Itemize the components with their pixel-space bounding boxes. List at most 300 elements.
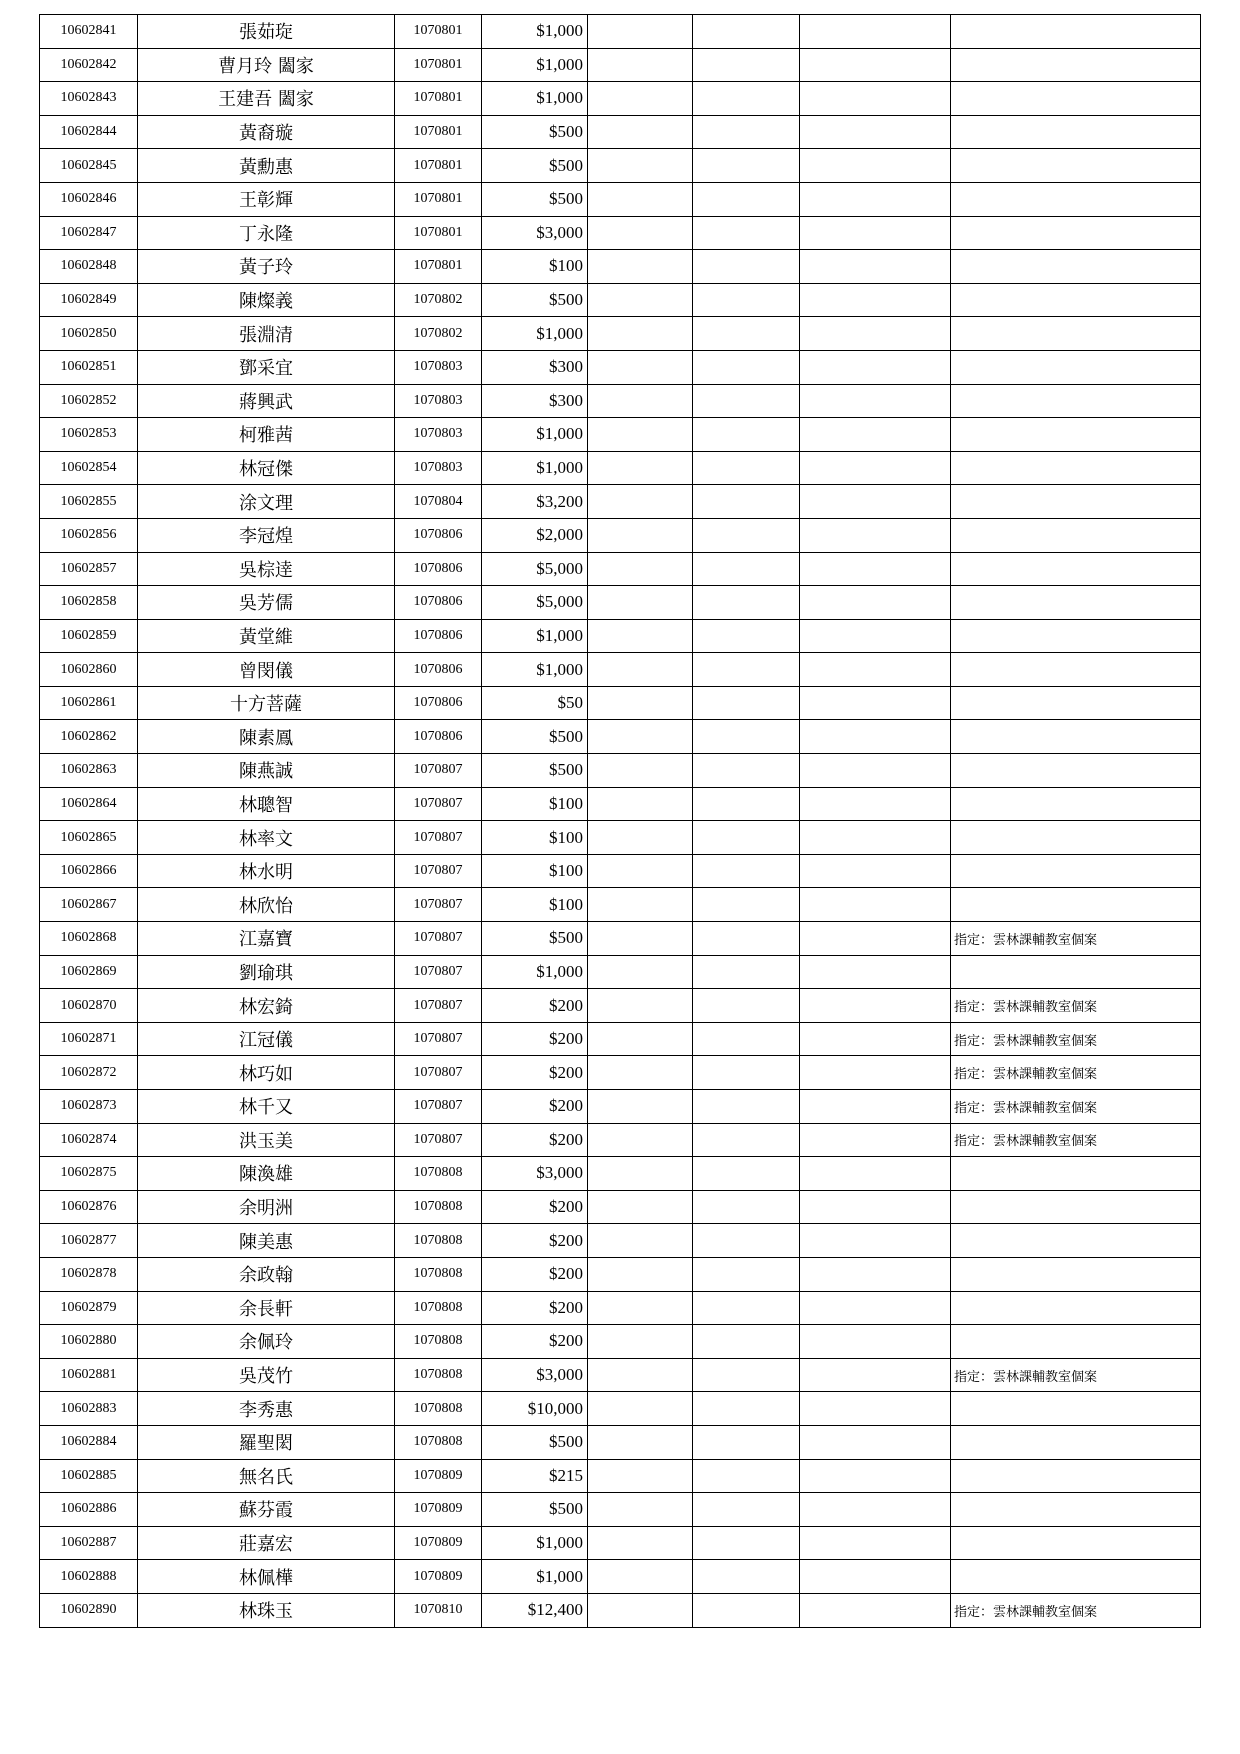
- blank-cell: [800, 418, 951, 452]
- donor-name-cell: 十方菩薩: [138, 686, 395, 720]
- note-cell: [951, 518, 1201, 552]
- receipt-number-cell: 10602859: [40, 619, 138, 653]
- receipt-number-cell: 10602849: [40, 283, 138, 317]
- amount-cell: $200: [482, 1056, 588, 1090]
- blank-cell: [800, 1157, 951, 1191]
- blank-cell: [693, 48, 800, 82]
- donation-date-cell: 1070803: [395, 350, 482, 384]
- amount-cell: $300: [482, 384, 588, 418]
- note-cell: [951, 686, 1201, 720]
- blank-cell: [693, 888, 800, 922]
- receipt-number-cell: 10602874: [40, 1123, 138, 1157]
- amount-cell: $200: [482, 1022, 588, 1056]
- donor-name-cell: 鄧采宜: [138, 350, 395, 384]
- amount-cell: $2,000: [482, 518, 588, 552]
- note-cell: 指定：雲林課輔教室個案: [951, 1090, 1201, 1124]
- receipt-number-cell: 10602851: [40, 350, 138, 384]
- blank-cell: [800, 754, 951, 788]
- table-row: [40, 518, 1201, 552]
- blank-cell: [800, 1123, 951, 1157]
- blank-cell: [588, 115, 693, 149]
- donor-name-cell: 林千又: [138, 1090, 395, 1124]
- blank-cell: [588, 1358, 693, 1392]
- amount-cell: $3,000: [482, 216, 588, 250]
- blank-cell: [693, 1425, 800, 1459]
- blank-cell: [693, 552, 800, 586]
- blank-cell: [588, 552, 693, 586]
- receipt-number-cell: 10602886: [40, 1493, 138, 1527]
- amount-cell: $200: [482, 1325, 588, 1359]
- table-row: [40, 955, 1201, 989]
- blank-cell: [800, 955, 951, 989]
- donation-date-cell: 1070801: [395, 250, 482, 284]
- table-row: [40, 149, 1201, 183]
- donor-name-cell: 劉瑜琪: [138, 955, 395, 989]
- donation-date-cell: 1070807: [395, 1123, 482, 1157]
- donor-name-cell: 李冠煌: [138, 518, 395, 552]
- blank-cell: [800, 854, 951, 888]
- note-cell: 指定：雲林課輔教室個案: [951, 1022, 1201, 1056]
- note-cell: [951, 955, 1201, 989]
- donor-name-cell: 吳茂竹: [138, 1358, 395, 1392]
- blank-cell: [800, 821, 951, 855]
- blank-cell: [693, 1291, 800, 1325]
- note-cell: 指定：雲林課輔教室個案: [951, 1593, 1201, 1627]
- blank-cell: [800, 250, 951, 284]
- blank-cell: [800, 1291, 951, 1325]
- blank-cell: [800, 350, 951, 384]
- blank-cell: [588, 1190, 693, 1224]
- table-row: [40, 1022, 1201, 1056]
- amount-cell: $3,000: [482, 1157, 588, 1191]
- donation-date-cell: 1070801: [395, 182, 482, 216]
- amount-cell: $12,400: [482, 1593, 588, 1627]
- blank-cell: [588, 1593, 693, 1627]
- note-cell: [951, 418, 1201, 452]
- note-cell: [951, 1425, 1201, 1459]
- donor-name-cell: 無名氏: [138, 1459, 395, 1493]
- table-row: [40, 1493, 1201, 1527]
- note-cell: [951, 1157, 1201, 1191]
- note-cell: 指定：雲林課輔教室個案: [951, 1358, 1201, 1392]
- blank-cell: [800, 1190, 951, 1224]
- amount-cell: $10,000: [482, 1392, 588, 1426]
- blank-cell: [588, 955, 693, 989]
- blank-cell: [588, 82, 693, 116]
- note-cell: [951, 653, 1201, 687]
- amount-cell: $200: [482, 989, 588, 1023]
- donor-name-cell: 陳燕誠: [138, 754, 395, 788]
- amount-cell: $100: [482, 854, 588, 888]
- blank-cell: [588, 686, 693, 720]
- amount-cell: $500: [482, 720, 588, 754]
- donor-name-cell: 余明洲: [138, 1190, 395, 1224]
- note-cell: [951, 82, 1201, 116]
- receipt-number-cell: 10602855: [40, 485, 138, 519]
- donation-date-cell: 1070806: [395, 653, 482, 687]
- donor-name-cell: 張淵清: [138, 317, 395, 351]
- donation-date-cell: 1070807: [395, 854, 482, 888]
- receipt-number-cell: 10602878: [40, 1257, 138, 1291]
- blank-cell: [800, 1493, 951, 1527]
- table-row: [40, 82, 1201, 116]
- blank-cell: [588, 418, 693, 452]
- note-cell: [951, 250, 1201, 284]
- donation-date-cell: 1070807: [395, 989, 482, 1023]
- blank-cell: [693, 418, 800, 452]
- receipt-number-cell: 10602868: [40, 922, 138, 956]
- blank-cell: [693, 1560, 800, 1594]
- receipt-number-cell: 10602879: [40, 1291, 138, 1325]
- note-cell: [951, 15, 1201, 49]
- blank-cell: [800, 1325, 951, 1359]
- note-cell: [951, 149, 1201, 183]
- donor-name-cell: 林宏錡: [138, 989, 395, 1023]
- blank-cell: [693, 821, 800, 855]
- blank-cell: [800, 485, 951, 519]
- donation-date-cell: 1070802: [395, 283, 482, 317]
- table-row: [40, 821, 1201, 855]
- receipt-number-cell: 10602885: [40, 1459, 138, 1493]
- blank-cell: [588, 216, 693, 250]
- table-row: [40, 552, 1201, 586]
- blank-cell: [588, 1560, 693, 1594]
- blank-cell: [800, 720, 951, 754]
- blank-cell: [588, 250, 693, 284]
- donor-name-cell: 吳芳儒: [138, 586, 395, 620]
- blank-cell: [800, 686, 951, 720]
- table-row: [40, 418, 1201, 452]
- blank-cell: [693, 451, 800, 485]
- blank-cell: [693, 1526, 800, 1560]
- blank-cell: [588, 619, 693, 653]
- note-cell: [951, 485, 1201, 519]
- amount-cell: $100: [482, 821, 588, 855]
- donor-name-cell: 曹月玲 闔家: [138, 48, 395, 82]
- note-cell: [951, 586, 1201, 620]
- receipt-number-cell: 10602881: [40, 1358, 138, 1392]
- blank-cell: [800, 586, 951, 620]
- blank-cell: [693, 350, 800, 384]
- blank-cell: [588, 1425, 693, 1459]
- blank-cell: [800, 182, 951, 216]
- blank-cell: [693, 619, 800, 653]
- blank-cell: [588, 518, 693, 552]
- table-row: [40, 754, 1201, 788]
- amount-cell: $200: [482, 1291, 588, 1325]
- note-cell: [951, 317, 1201, 351]
- receipt-number-cell: 10602871: [40, 1022, 138, 1056]
- receipt-number-cell: 10602865: [40, 821, 138, 855]
- table-row: [40, 485, 1201, 519]
- note-cell: [951, 1325, 1201, 1359]
- donation-date-cell: 1070807: [395, 821, 482, 855]
- amount-cell: $50: [482, 686, 588, 720]
- amount-cell: $1,000: [482, 451, 588, 485]
- table-row: [40, 1593, 1201, 1627]
- blank-cell: [800, 1593, 951, 1627]
- donation-date-cell: 1070807: [395, 1022, 482, 1056]
- receipt-number-cell: 10602873: [40, 1090, 138, 1124]
- receipt-number-cell: 10602869: [40, 955, 138, 989]
- blank-cell: [588, 586, 693, 620]
- donor-name-cell: 黃子玲: [138, 250, 395, 284]
- note-cell: [951, 1493, 1201, 1527]
- blank-cell: [693, 1224, 800, 1258]
- amount-cell: $500: [482, 922, 588, 956]
- table-row: [40, 350, 1201, 384]
- receipt-number-cell: 10602857: [40, 552, 138, 586]
- blank-cell: [693, 686, 800, 720]
- donation-date-cell: 1070808: [395, 1224, 482, 1258]
- note-cell: [951, 1392, 1201, 1426]
- receipt-number-cell: 10602860: [40, 653, 138, 687]
- donor-name-cell: 李秀惠: [138, 1392, 395, 1426]
- donor-name-cell: 江冠儀: [138, 1022, 395, 1056]
- donation-date-cell: 1070809: [395, 1560, 482, 1594]
- donor-name-cell: 林冠傑: [138, 451, 395, 485]
- receipt-number-cell: 10602887: [40, 1526, 138, 1560]
- blank-cell: [800, 1257, 951, 1291]
- donor-name-cell: 林率文: [138, 821, 395, 855]
- blank-cell: [588, 720, 693, 754]
- table-row: [40, 653, 1201, 687]
- table-row: [40, 586, 1201, 620]
- note-cell: [951, 854, 1201, 888]
- ledger-body: [40, 15, 1201, 1628]
- blank-cell: [800, 888, 951, 922]
- note-cell: [951, 48, 1201, 82]
- donor-name-cell: 林巧如: [138, 1056, 395, 1090]
- note-cell: [951, 216, 1201, 250]
- note-cell: [951, 754, 1201, 788]
- amount-cell: $1,000: [482, 317, 588, 351]
- receipt-number-cell: 10602884: [40, 1425, 138, 1459]
- donation-date-cell: 1070808: [395, 1358, 482, 1392]
- blank-cell: [800, 653, 951, 687]
- blank-cell: [800, 451, 951, 485]
- blank-cell: [693, 317, 800, 351]
- amount-cell: $200: [482, 1090, 588, 1124]
- blank-cell: [800, 1526, 951, 1560]
- note-cell: [951, 787, 1201, 821]
- blank-cell: [693, 1257, 800, 1291]
- table-row: [40, 115, 1201, 149]
- note-cell: 指定：雲林課輔教室個案: [951, 922, 1201, 956]
- amount-cell: $1,000: [482, 48, 588, 82]
- amount-cell: $5,000: [482, 552, 588, 586]
- blank-cell: [693, 485, 800, 519]
- blank-cell: [800, 1560, 951, 1594]
- blank-cell: [588, 1157, 693, 1191]
- donation-date-cell: 1070806: [395, 586, 482, 620]
- note-cell: [951, 1291, 1201, 1325]
- receipt-number-cell: 10602872: [40, 1056, 138, 1090]
- amount-cell: $1,000: [482, 653, 588, 687]
- blank-cell: [693, 1593, 800, 1627]
- donor-name-cell: 余長軒: [138, 1291, 395, 1325]
- donor-name-cell: 王彰輝: [138, 182, 395, 216]
- blank-cell: [588, 48, 693, 82]
- donation-date-cell: 1070809: [395, 1493, 482, 1527]
- donor-name-cell: 涂文理: [138, 485, 395, 519]
- donor-name-cell: 曾閔儀: [138, 653, 395, 687]
- amount-cell: $1,000: [482, 1526, 588, 1560]
- note-cell: [951, 1190, 1201, 1224]
- table-row: [40, 1190, 1201, 1224]
- receipt-number-cell: 10602843: [40, 82, 138, 116]
- blank-cell: [693, 1459, 800, 1493]
- blank-cell: [588, 787, 693, 821]
- blank-cell: [693, 653, 800, 687]
- blank-cell: [693, 854, 800, 888]
- blank-cell: [800, 115, 951, 149]
- receipt-number-cell: 10602853: [40, 418, 138, 452]
- amount-cell: $100: [482, 787, 588, 821]
- blank-cell: [588, 653, 693, 687]
- donation-date-cell: 1070806: [395, 619, 482, 653]
- blank-cell: [588, 1526, 693, 1560]
- blank-cell: [800, 1022, 951, 1056]
- blank-cell: [693, 1493, 800, 1527]
- blank-cell: [588, 1056, 693, 1090]
- blank-cell: [588, 1257, 693, 1291]
- amount-cell: $500: [482, 149, 588, 183]
- donor-name-cell: 黃堂維: [138, 619, 395, 653]
- donor-name-cell: 林欣怡: [138, 888, 395, 922]
- note-cell: 指定：雲林課輔教室個案: [951, 1056, 1201, 1090]
- blank-cell: [693, 787, 800, 821]
- donor-name-cell: 丁永隆: [138, 216, 395, 250]
- blank-cell: [800, 1358, 951, 1392]
- receipt-number-cell: 10602880: [40, 1325, 138, 1359]
- receipt-number-cell: 10602864: [40, 787, 138, 821]
- blank-cell: [693, 82, 800, 116]
- donation-date-cell: 1070808: [395, 1190, 482, 1224]
- donation-date-cell: 1070808: [395, 1157, 482, 1191]
- donor-name-cell: 陳燦義: [138, 283, 395, 317]
- donation-date-cell: 1070810: [395, 1593, 482, 1627]
- blank-cell: [588, 1459, 693, 1493]
- table-row: [40, 1526, 1201, 1560]
- donation-date-cell: 1070803: [395, 418, 482, 452]
- donation-date-cell: 1070806: [395, 720, 482, 754]
- donor-name-cell: 余佩玲: [138, 1325, 395, 1359]
- donation-date-cell: 1070801: [395, 149, 482, 183]
- donation-date-cell: 1070806: [395, 686, 482, 720]
- donor-name-cell: 吳棕逹: [138, 552, 395, 586]
- donation-date-cell: 1070804: [395, 485, 482, 519]
- amount-cell: $500: [482, 115, 588, 149]
- donor-name-cell: 柯雅茜: [138, 418, 395, 452]
- amount-cell: $500: [482, 182, 588, 216]
- table-row: [40, 1325, 1201, 1359]
- blank-cell: [693, 1358, 800, 1392]
- note-cell: 指定：雲林課輔教室個案: [951, 989, 1201, 1023]
- table-row: [40, 48, 1201, 82]
- blank-cell: [588, 149, 693, 183]
- donation-date-cell: 1070801: [395, 216, 482, 250]
- donor-name-cell: 林聰智: [138, 787, 395, 821]
- amount-cell: $200: [482, 1190, 588, 1224]
- blank-cell: [693, 754, 800, 788]
- blank-cell: [693, 149, 800, 183]
- note-cell: [951, 182, 1201, 216]
- blank-cell: [588, 485, 693, 519]
- blank-cell: [800, 1459, 951, 1493]
- receipt-number-cell: 10602883: [40, 1392, 138, 1426]
- receipt-number-cell: 10602870: [40, 989, 138, 1023]
- amount-cell: $100: [482, 888, 588, 922]
- receipt-number-cell: 10602842: [40, 48, 138, 82]
- receipt-number-cell: 10602888: [40, 1560, 138, 1594]
- donation-date-cell: 1070803: [395, 451, 482, 485]
- amount-cell: $500: [482, 283, 588, 317]
- blank-cell: [693, 115, 800, 149]
- receipt-number-cell: 10602852: [40, 384, 138, 418]
- blank-cell: [800, 48, 951, 82]
- note-cell: [951, 115, 1201, 149]
- blank-cell: [693, 384, 800, 418]
- blank-cell: [693, 1123, 800, 1157]
- amount-cell: $1,000: [482, 418, 588, 452]
- amount-cell: $500: [482, 1425, 588, 1459]
- table-row: [40, 1056, 1201, 1090]
- donation-date-cell: 1070808: [395, 1325, 482, 1359]
- donation-date-cell: 1070808: [395, 1291, 482, 1325]
- blank-cell: [693, 250, 800, 284]
- blank-cell: [588, 754, 693, 788]
- blank-cell: [693, 1325, 800, 1359]
- donor-name-cell: 蔣興武: [138, 384, 395, 418]
- table-row: [40, 1358, 1201, 1392]
- table-row: [40, 384, 1201, 418]
- blank-cell: [588, 1392, 693, 1426]
- amount-cell: $1,000: [482, 15, 588, 49]
- blank-cell: [693, 989, 800, 1023]
- donation-date-cell: 1070801: [395, 48, 482, 82]
- blank-cell: [693, 720, 800, 754]
- table-row: [40, 1224, 1201, 1258]
- blank-cell: [588, 317, 693, 351]
- blank-cell: [588, 1224, 693, 1258]
- blank-cell: [588, 922, 693, 956]
- blank-cell: [693, 1022, 800, 1056]
- donation-date-cell: 1070807: [395, 787, 482, 821]
- note-cell: [951, 1257, 1201, 1291]
- note-cell: [951, 384, 1201, 418]
- donor-name-cell: 陳素鳳: [138, 720, 395, 754]
- note-cell: [951, 1560, 1201, 1594]
- table-row: [40, 1090, 1201, 1124]
- table-row: [40, 619, 1201, 653]
- donation-date-cell: 1070807: [395, 754, 482, 788]
- blank-cell: [693, 1157, 800, 1191]
- blank-cell: [800, 1090, 951, 1124]
- note-cell: [951, 350, 1201, 384]
- donor-name-cell: 林珠玉: [138, 1593, 395, 1627]
- amount-cell: $1,000: [482, 619, 588, 653]
- blank-cell: [800, 1392, 951, 1426]
- note-cell: [951, 1459, 1201, 1493]
- amount-cell: $500: [482, 754, 588, 788]
- table-row: [40, 922, 1201, 956]
- receipt-number-cell: 10602877: [40, 1224, 138, 1258]
- note-cell: [951, 1224, 1201, 1258]
- note-cell: 指定：雲林課輔教室個案: [951, 1123, 1201, 1157]
- note-cell: [951, 1526, 1201, 1560]
- table-row: [40, 1459, 1201, 1493]
